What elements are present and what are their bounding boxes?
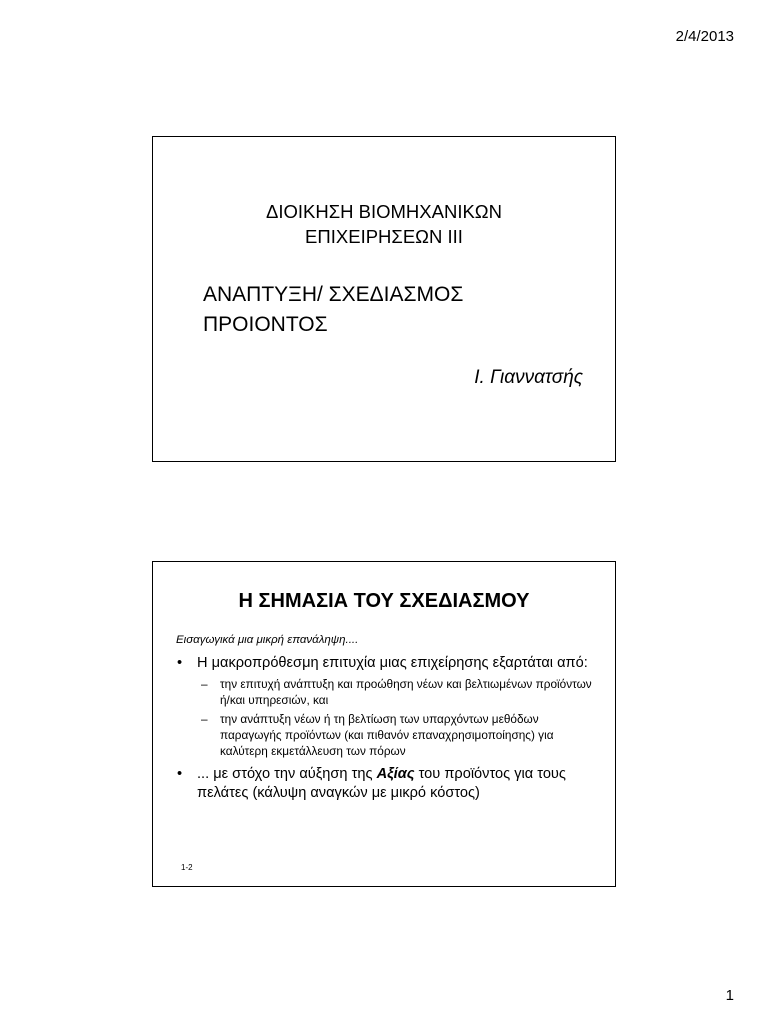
bullet-marker: • xyxy=(177,766,183,782)
bullet-item xyxy=(173,654,603,673)
sub-bullet-item xyxy=(173,676,603,708)
slide-heading: Η ΣΗΜΑΣΙΑ ΤΟΥ ΣΧΕΔΙΑΣΜΟΥ xyxy=(238,590,530,612)
dash-marker: – xyxy=(201,712,208,726)
bullet-marker: • xyxy=(177,655,183,671)
slide-number: 1-2 xyxy=(181,863,193,872)
author-name: Ι. Γιαννατσής xyxy=(474,367,583,388)
lecture-title-line2: ΠΡΟΙΟΝΤΟΣ xyxy=(203,313,328,336)
slide-importance-of-design xyxy=(152,561,616,887)
sub-bullet-text: την ανάπτυξη νέων ή τη βελτίωση των υπαρχόντων μεθόδων παραγωγής προϊόντων (και πιθανόν επαναχρησιμοποίησης) για καλύτερη εκμετάλλευση των πόρων xyxy=(220,712,554,758)
bullet-text xyxy=(197,766,566,801)
lecture-title xyxy=(203,280,463,340)
bullet-item xyxy=(173,765,603,803)
bullet-text: Η μακροπρόθεσμη επιτυχία μιας επιχείρησης εξαρτάται από: xyxy=(197,655,588,671)
sub-bullet-item xyxy=(173,711,603,759)
emphasis-value: Αξίας xyxy=(376,766,415,782)
page-number: 1 xyxy=(725,987,734,1004)
course-title xyxy=(153,199,615,249)
sub-bullet-text: την επιτυχή ανάπτυξη και προώθηση νέων και βελτιωμένων προϊόντων ή/και υπηρεσιών, και xyxy=(220,677,592,707)
bullet-text-part: του προϊόντος για τους πελάτες (κάλυψη αναγκών με μικρό κόστος) xyxy=(197,766,566,801)
document-date: 2/4/2013 xyxy=(675,28,734,45)
bullet-text-part: ... με στόχο την αύξηση της xyxy=(197,766,377,782)
lecture-title-line1: ΑΝΑΠΤΥΞΗ/ ΣΧΕΔΙΑΣΜΟΣ xyxy=(203,283,464,306)
slide-title xyxy=(152,136,616,462)
course-title-line1: ΔΙΟΙΚΗΣΗ ΒΙΟΜΗΧΑΝΙΚΩΝ xyxy=(265,201,502,222)
slide-body xyxy=(173,654,603,806)
slide-intro: Εισαγωγικά μια μικρή επανάληψη.... xyxy=(176,634,359,646)
dash-marker: – xyxy=(201,677,208,691)
course-title-line2: ΕΠΙΧΕΙΡΗΣΕΩΝ ΙΙΙ xyxy=(305,226,463,247)
